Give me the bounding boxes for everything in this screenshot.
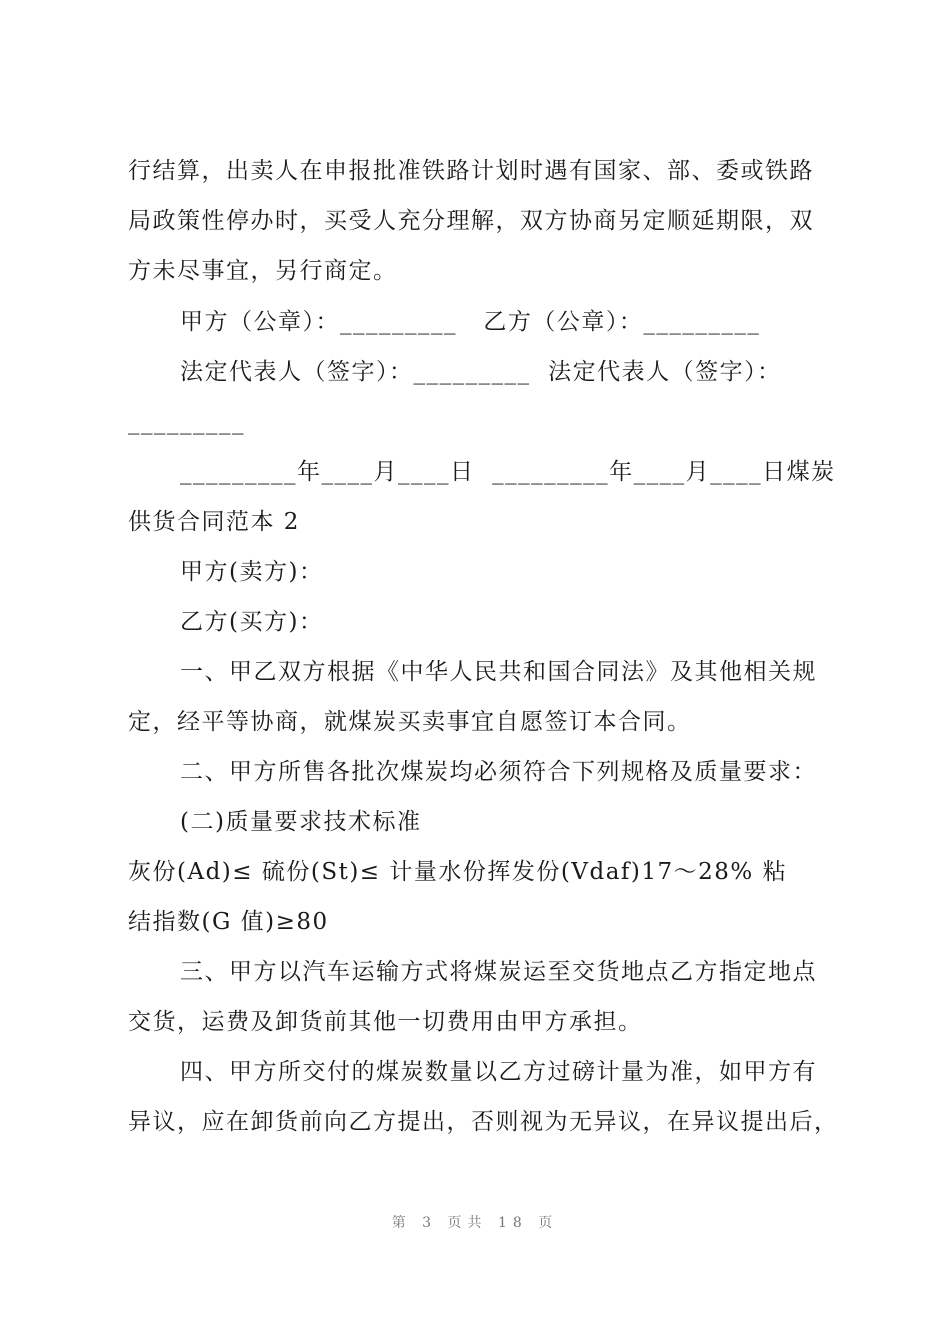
clause-4: 四、甲方所交付的煤炭数量以乙方过磅计量为准，如甲方有	[180, 1059, 817, 1085]
text-line: 异议，应在卸货前向乙方提出，否则视为无异议，在异议提出后，	[128, 1109, 839, 1135]
signature-line-blank: _________	[128, 409, 245, 435]
text-line: 局政策性停办时，买受人充分理解，双方协商另定顺延期限，双	[128, 208, 814, 234]
text-line: 结指数(G 值)≥80	[128, 909, 329, 935]
text-line: 行结算，出卖人在申报批准铁路计划时遇有国家、部、委或铁路	[128, 158, 814, 184]
party-b-line: 乙方(买方)：	[180, 609, 324, 635]
quality-spec-line: 灰份(Ad)≤ 硫份(St)≤ 计量水份挥发份(Vdaf)17～28% 粘	[128, 859, 788, 885]
text-line: 交货，运费及卸货前其他一切费用由甲方承担。	[128, 1009, 643, 1035]
signature-line-seal: 甲方（公章）：_________ 乙方（公章）：_________	[180, 309, 761, 335]
signature-line-representative: 法定代表人（签字）：_________ 法定代表人（签字）：	[180, 359, 782, 385]
text-line: 供货合同范本 2	[128, 509, 300, 535]
party-a-line: 甲方(卖方)：	[180, 559, 324, 585]
date-line: _________年____月____日 _________年____月____日煤炭	[180, 459, 836, 485]
text-line: 方未尽事宜，另行商定。	[128, 258, 398, 284]
quality-standard-heading: (二)质量要求技术标准	[180, 809, 422, 835]
clause-3: 三、甲方以汽车运输方式将煤炭运至交货地点乙方指定地点	[180, 959, 817, 985]
clause-2: 二、甲方所售各批次煤炭均必须符合下列规格及质量要求：	[180, 759, 817, 785]
text-line: 定，经平等协商，就煤炭买卖事宜自愿签订本合同。	[128, 709, 692, 735]
page-number: 第 3 页共 18 页	[391, 1215, 559, 1231]
clause-1: 一、甲乙双方根据《中华人民共和国合同法》及其他相关规	[180, 659, 817, 685]
